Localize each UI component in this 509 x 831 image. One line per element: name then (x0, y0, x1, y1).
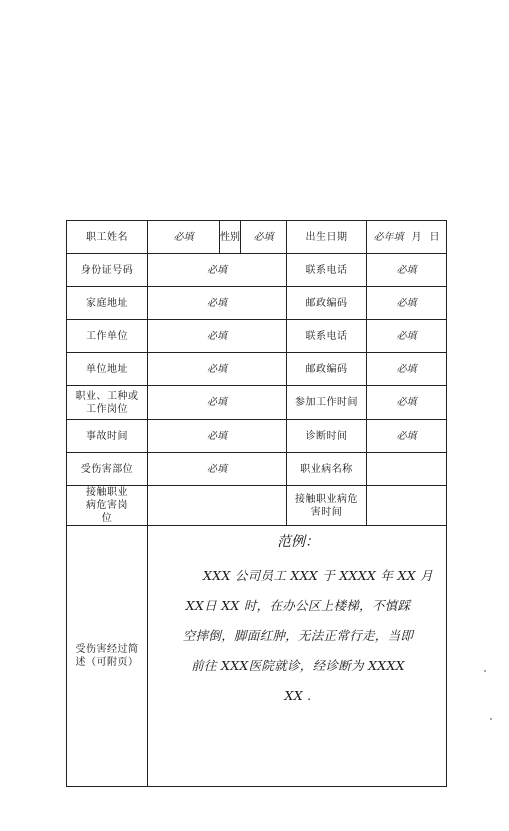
value-home-addr[interactable]: 必填 (148, 287, 287, 320)
row-accident-time (67, 420, 447, 453)
narrative-line-3: 空摔倒，脚面红肿，无法正常行走，当即 (182, 628, 414, 643)
value-injured-part[interactable]: 必填 (148, 453, 287, 486)
label-disease-name: 职业病名称 (287, 453, 367, 486)
label-name: 职工姓名 (67, 221, 148, 254)
label-birth: 出生日期 (287, 221, 367, 254)
value-diagnosis-time[interactable]: 必填 (367, 420, 447, 453)
value-phone2[interactable]: 必填 (367, 320, 447, 353)
value-id[interactable]: 必填 (148, 254, 287, 287)
narrative-line-1: XXX 公司员工 XXX 于 XXXX 年 XX 月 (203, 568, 433, 583)
row-injury-process (67, 526, 447, 787)
label-diagnosis-time: 诊断时间 (287, 420, 367, 453)
row-id (67, 254, 447, 287)
value-disease-name[interactable] (367, 453, 447, 486)
label-postcode1: 邮政编码 (287, 287, 367, 320)
value-birth-month: 月 (411, 231, 422, 243)
label-phone1: 联系电话 (287, 254, 367, 287)
scan-speck (490, 718, 492, 720)
row-exposure (67, 486, 447, 526)
label-work-unit: 工作单位 (67, 320, 148, 353)
label-postcode2: 邮政编码 (287, 353, 367, 386)
narrative-line-2: XX日 XX 时，在办公区上楼梯，不慎踩 (185, 598, 411, 613)
row-work-unit (67, 320, 447, 353)
value-accident-time[interactable]: 必填 (148, 420, 287, 453)
value-postcode2[interactable]: 必填 (367, 353, 447, 386)
narrative-title: 范例： (277, 534, 319, 550)
row-home-addr (67, 287, 447, 320)
row-injured-part (67, 453, 447, 486)
value-work-start[interactable]: 必填 (367, 386, 447, 420)
label-unit-addr: 单位地址 (67, 353, 148, 386)
label-home-addr: 家庭地址 (67, 287, 148, 320)
label-id: 身份证号码 (67, 254, 148, 287)
value-postcode1[interactable]: 必填 (367, 287, 447, 320)
label-occupation: 职业、工种或工作岗位 (67, 386, 148, 420)
label-injury-process: 受伤害经过简述（可附页） (67, 526, 148, 787)
value-occupation[interactable]: 必填 (148, 386, 287, 420)
label-gender: 性别 (220, 221, 241, 254)
label-phone2: 联系电话 (287, 320, 367, 353)
value-gender[interactable]: 必填 (241, 221, 287, 254)
value-birth-year: 必年填 (373, 231, 404, 243)
label-accident-time: 事故时间 (67, 420, 148, 453)
value-exposure-post[interactable] (148, 486, 287, 526)
value-birth-day: 日 (429, 231, 440, 243)
value-unit-addr[interactable]: 必填 (148, 353, 287, 386)
label-work-start: 参加工作时间 (287, 386, 367, 420)
value-name[interactable]: 必填 (148, 221, 220, 254)
value-exposure-time[interactable] (367, 486, 447, 526)
injury-process-text-area[interactable] (148, 526, 447, 787)
value-work-unit[interactable]: 必填 (148, 320, 287, 353)
row-unit-addr (67, 353, 447, 386)
label-injured-part: 受伤害部位 (67, 453, 148, 486)
value-phone1[interactable]: 必填 (367, 254, 447, 287)
row-occupation (67, 386, 447, 420)
label-exposure-post: 接触职业病危害岗位 (67, 486, 148, 526)
narrative-line-5: XX . (284, 688, 312, 703)
injury-report-form (66, 220, 447, 787)
row-name (67, 221, 447, 254)
scan-speck (484, 670, 486, 672)
value-birth[interactable] (367, 221, 447, 254)
label-exposure-time: 接触职业病危害时间 (287, 486, 367, 526)
narrative-line-4: 前往 XXX医院就诊，经诊断为 XXXX (191, 658, 405, 673)
